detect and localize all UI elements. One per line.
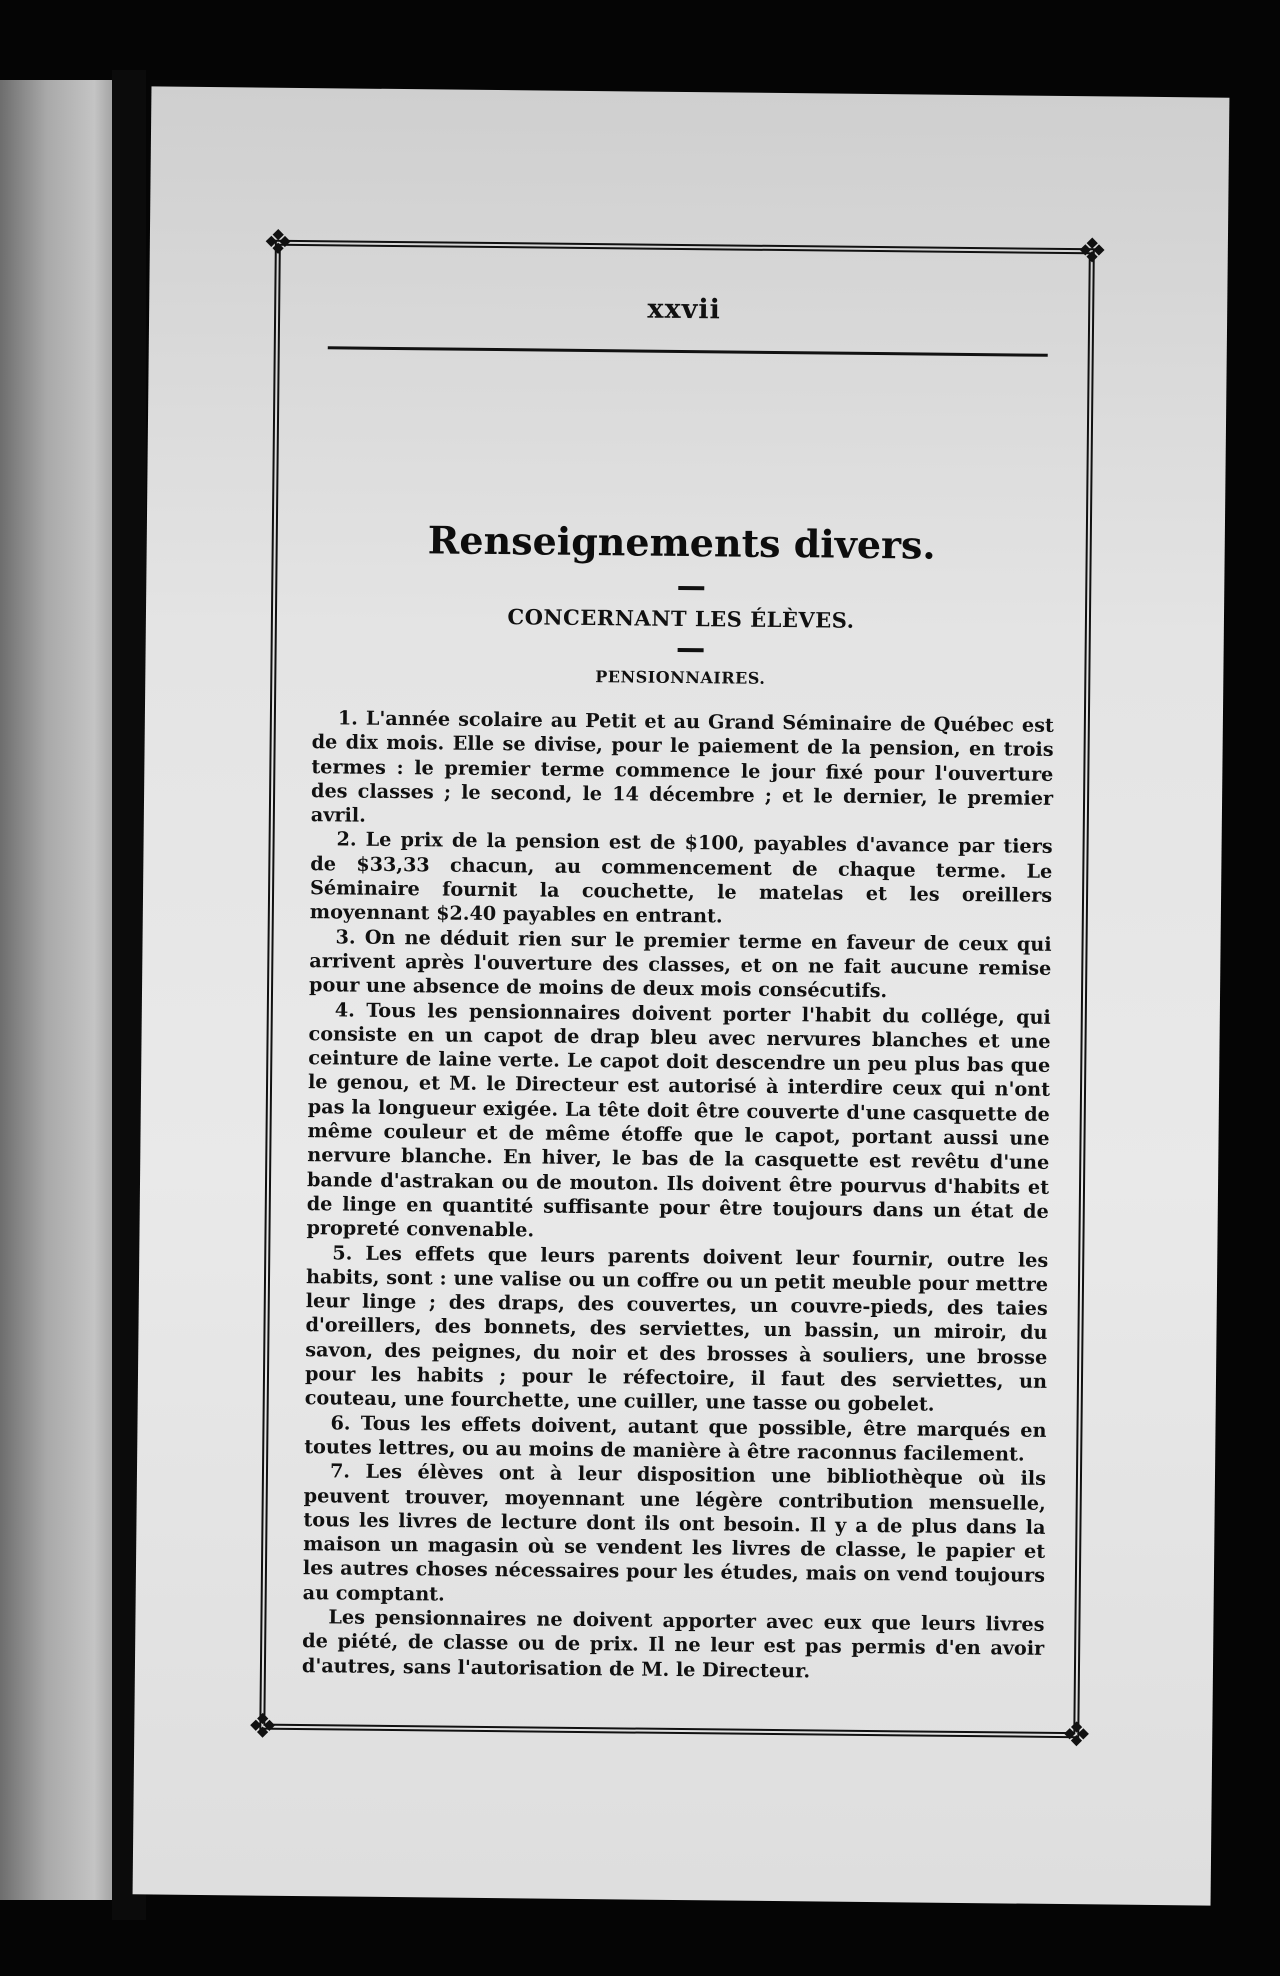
paragraph-7: 7. Les élèves ont à leur disposition une bibliothèque où ils peuvent trouver, moyennant une légère contribution mensuelle, tous les livres de lecture dont ils ont besoin. Il y a de plus dans la maison un magasin où se vendent les livres de classe, le papier et les autres choses nécessaires pour les études, mais on vend toujours au comptant. [302,1459,1047,1606]
paragraph-6: 6. Tous les effets doivent, autant que possible, être marqués en toutes lettres, ou au moins de manière à être raconnus facilement. [304,1410,1047,1466]
page-title: Renseignements divers. [427,517,936,568]
corner-ornament-icon: ❖ [262,222,294,263]
title-separator [678,586,704,590]
header-rule [328,346,1048,357]
subsection-heading: PENSIONNAIRES. [595,667,766,688]
section-heading: CONCERNANT LES ÉLÈVES. [507,604,855,633]
page-number: xxvii [647,293,722,326]
book-page [133,86,1230,1905]
body-text [302,706,1054,1686]
page-border-frame [247,222,1108,1756]
corner-ornament-icon: ❖ [247,1706,279,1747]
left-page-edge [0,80,118,1900]
paragraph-5: 5. Les effets que leurs parents doivent leur fournir, outre les habits, sont : une valise ou un coffre ou un petit meuble pour mettre leur linge ; des draps, des couvertes, un couvre-pieds, des taies d'oreillers, des bonnets, des serviettes, un bassin, un miroir, du savon, des peignes, du noir et des brosses à souliers, une brosse pour les habits ; pour le réfectoire, il faut des serviettes, un couteau, une fourchette, une cuiller, une tasse ou gobelet. [304,1240,1049,1416]
paragraph-3: 3. On ne déduit rien sur le premier terme en faveur de ceux qui arrivent après l'ouverture des classes, et on ne fait aucune remise pour une absence de moins de deux mois consécutifs. [308,925,1052,1003]
paragraph-4: 4. Tous les pensionnaires doivent porter l'habit du collége, qui consiste en un capot de drap bleu avec nervures blanches et une ceinture de laine verte. Le capot doit descendre un peu plus bas que le genou, et M. le Directeur est autorisé à interdire ceux qui n'ont pas la longueur exigée. La tête doit être couverte d'une casquette de même couleur et de même étoffe que le capot, portant aussi une nervure blanche. En hiver, le bas de la casquette est revêtu d'une bande d'astrakan ou de mouton. Ils doivent être pourvus d'habits et de linge en quantité suffisante pour être toujours dans un état de propreté convenable. [306,997,1051,1242]
paragraph-8: Les pensionnaires ne doivent apporter avec eux que leurs livres de piété, de classe ou de prix. Il ne leur est pas permis d'en avoir d'autres, sans l'autorisation de M. le Directeur. [301,1605,1045,1682]
corner-ornament-icon: ❖ [1076,231,1108,272]
paragraph-2: 2. Le prix de la pension est de $100, payables d'avance par tiers de $33,33 chacun, au commencement de chaque terme. Le Séminaire fournit la couchette, le matelas et les oreillers moyennant $2.40 payables en entrant. [309,827,1053,928]
corner-ornament-icon: ❖ [1061,1715,1092,1756]
section-separator [678,648,704,652]
paragraph-1: 1. L'année scolaire au Petit et au Grand Séminaire de Québec est de dix mois. Elle se divise, pour le paiement de la pension, en trois termes : le premier terme commence le jour fixé pour l'ouverture des classes ; le second, le 14 décembre ; et le dernier, le premier avril. [310,706,1054,827]
